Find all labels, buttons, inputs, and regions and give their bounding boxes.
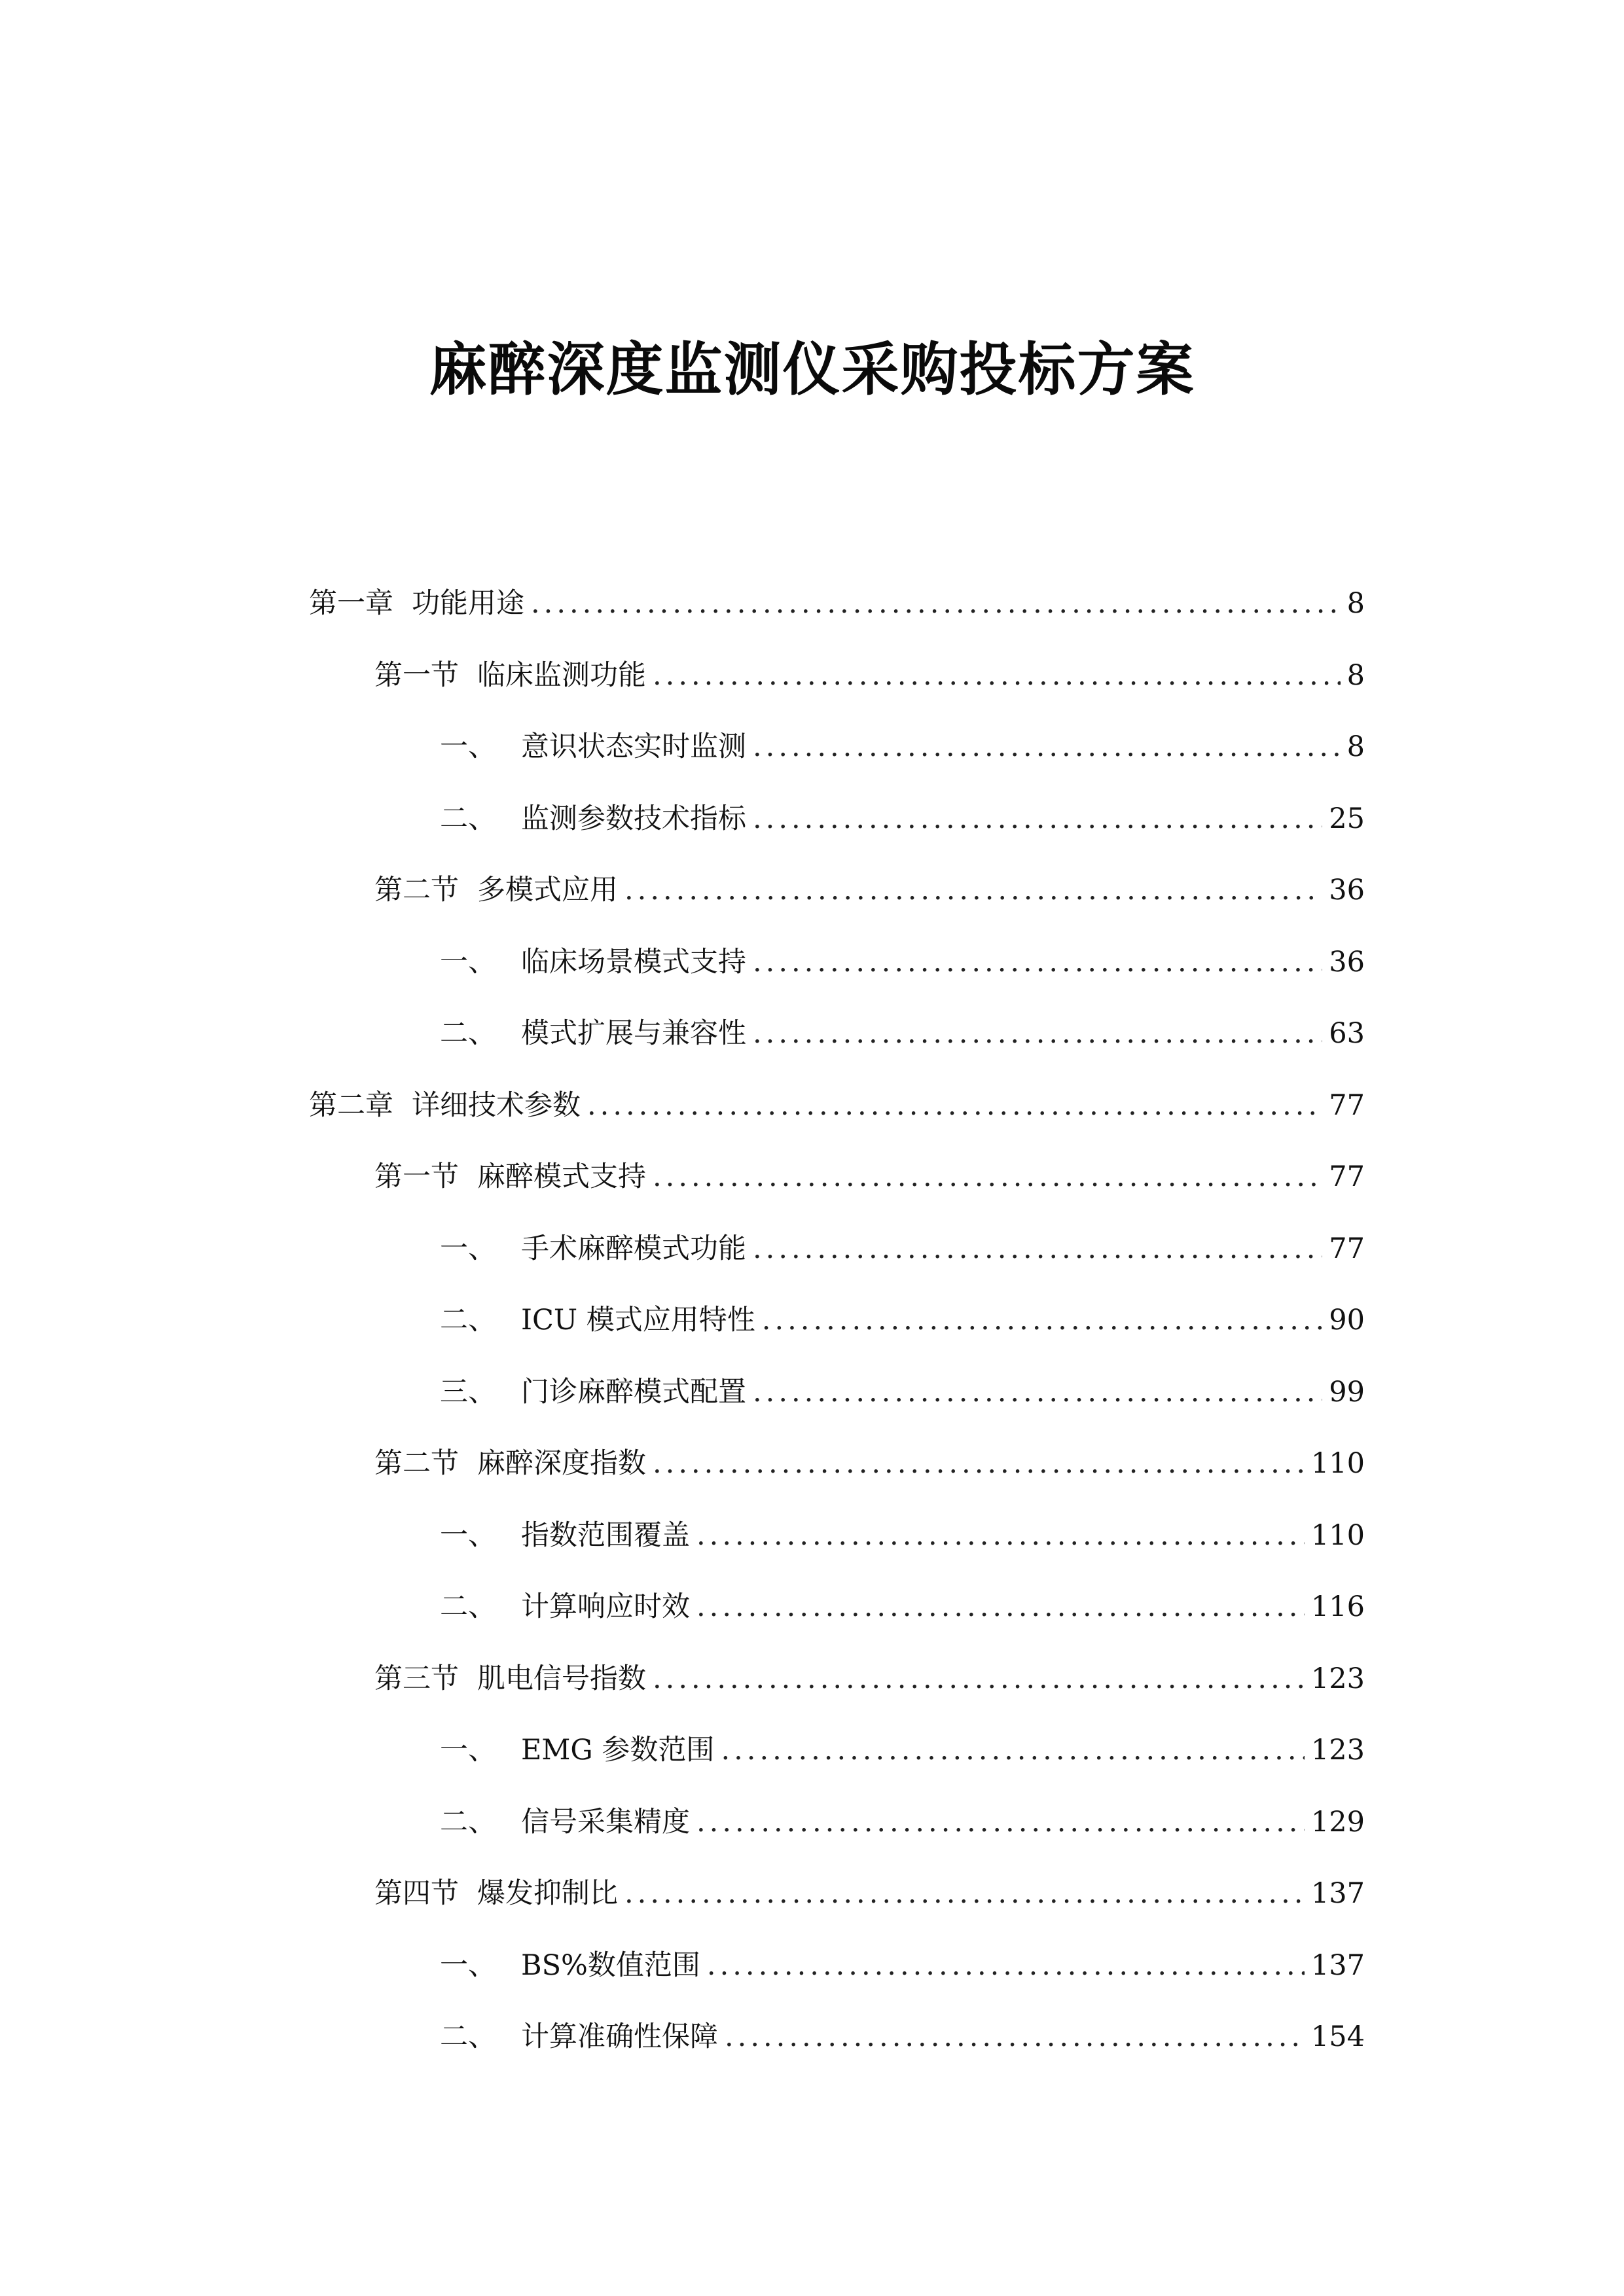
- toc-entry[interactable]: [0, 1213, 1624, 1285]
- toc-entry-number: 一、: [440, 1948, 496, 1982]
- toc-dot-leader: [696, 1787, 1305, 1859]
- toc-dot-leader: [753, 1357, 1322, 1429]
- toc-entry-title: 门诊麻醉模式配置: [521, 1375, 746, 1408]
- toc-entry-number: 二、: [440, 802, 496, 835]
- toc-page-number: 154: [1310, 2020, 1365, 2053]
- toc-entry[interactable]: [0, 1571, 1624, 1643]
- toc-entry-number: 第四节: [374, 1877, 459, 1910]
- toc-entry-title: 多模式应用: [477, 874, 618, 906]
- toc-entry-number: 二、: [440, 2020, 496, 2053]
- toc-entry[interactable]: [0, 1428, 1624, 1500]
- toc-entry-number: 第二节: [374, 874, 459, 906]
- toc-entry-number: 第一节: [374, 658, 459, 692]
- toc-entry-number: 一、: [440, 730, 496, 763]
- toc-page-number: 8: [1346, 730, 1365, 763]
- toc-entry-title: 手术麻醉模式功能: [521, 1232, 746, 1265]
- toc-dot-leader: [707, 1930, 1305, 2002]
- toc-entry-title: 麻醉模式支持: [477, 1160, 646, 1193]
- toc-page-number: 110: [1310, 1447, 1365, 1480]
- toc-entry-title: 临床场景模式支持: [521, 945, 746, 978]
- toc-entry-title: 模式扩展与兼容性: [521, 1017, 746, 1050]
- toc-entry[interactable]: [0, 783, 1624, 855]
- toc-entry-title: 爆发抑制比: [477, 1877, 618, 1910]
- toc-dot-leader: [696, 1500, 1305, 1572]
- toc-entry-title: 指数范围覆盖: [521, 1518, 690, 1552]
- toc-page-number: 36: [1329, 945, 1365, 978]
- toc-entry-number: 一、: [440, 1734, 496, 1767]
- toc-dot-leader: [753, 998, 1322, 1070]
- toc-entry-number: 三、: [440, 1375, 496, 1408]
- toc-entry[interactable]: [0, 855, 1624, 927]
- toc-dot-leader: [725, 2001, 1305, 2073]
- toc-dot-leader: [753, 1213, 1322, 1285]
- toc-entry[interactable]: [0, 711, 1624, 783]
- toc-dot-leader: [624, 1858, 1305, 1930]
- toc-page-number: 99: [1329, 1375, 1365, 1408]
- toc-entry[interactable]: [0, 1715, 1624, 1787]
- toc-entry-number: 一、: [440, 945, 496, 978]
- toc-dot-leader: [653, 1428, 1305, 1500]
- toc-entry-number: 二、: [440, 1590, 496, 1623]
- toc-dot-leader: [721, 1715, 1304, 1787]
- toc-entry[interactable]: [0, 1141, 1624, 1213]
- toc-page-number: 25: [1329, 802, 1365, 835]
- toc-page-number: 137: [1310, 1948, 1365, 1982]
- document-title: 麻醉深度监测仪采购投标方案: [429, 336, 1195, 403]
- toc-entry-title: 计算响应时效: [521, 1590, 690, 1623]
- toc-entry-title: 功能用途: [412, 587, 524, 620]
- toc-entry-title: 意识状态实时监测: [521, 730, 746, 763]
- toc-dot-leader: [753, 783, 1322, 855]
- toc-entry-title: 麻醉深度指数: [477, 1447, 646, 1480]
- toc-entry-title: 监测参数技术指标: [521, 802, 746, 835]
- toc-dot-leader: [762, 1285, 1322, 1357]
- toc-entry-title: 计算准确性保障: [521, 2020, 718, 2053]
- toc-entry-number: 第一章: [309, 587, 393, 620]
- toc-entry[interactable]: [0, 1500, 1624, 1572]
- toc-entry-title: 信号采集精度: [521, 1805, 690, 1839]
- toc-entry[interactable]: [0, 2001, 1624, 2073]
- toc-page-number: 129: [1310, 1805, 1365, 1839]
- toc-entry[interactable]: [0, 1643, 1624, 1715]
- toc-page-number: 77: [1329, 1160, 1365, 1193]
- toc-page-number: 123: [1310, 1734, 1365, 1767]
- toc-entry-title: 详细技术参数: [412, 1088, 581, 1122]
- toc-entry-number: 一、: [440, 1518, 496, 1552]
- toc-entry-number: 第二章: [309, 1088, 393, 1122]
- toc-entry[interactable]: [0, 640, 1624, 712]
- toc-page-number: 137: [1310, 1877, 1365, 1910]
- toc-entry[interactable]: [0, 1070, 1624, 1142]
- toc-page-number: 36: [1329, 874, 1365, 906]
- toc-page-number: 8: [1346, 658, 1365, 692]
- toc-page-number: 116: [1310, 1590, 1365, 1623]
- toc-dot-leader: [696, 1571, 1305, 1643]
- toc-dot-leader: [624, 855, 1322, 927]
- toc-entry[interactable]: [0, 568, 1624, 640]
- table-of-contents: [0, 568, 1624, 2073]
- toc-dot-leader: [753, 927, 1322, 999]
- toc-dot-leader: [753, 711, 1341, 783]
- toc-entry-number: 第二节: [374, 1447, 459, 1480]
- toc-dot-leader: [531, 568, 1341, 640]
- toc-page-number: 8: [1346, 587, 1365, 620]
- toc-entry-number: 第三节: [374, 1662, 459, 1695]
- toc-page-number: 110: [1310, 1518, 1365, 1552]
- toc-dot-leader: [587, 1070, 1322, 1142]
- toc-entry[interactable]: [0, 1357, 1624, 1429]
- toc-entry[interactable]: [0, 1858, 1624, 1930]
- toc-entry-number: 二、: [440, 1017, 496, 1050]
- toc-entry-number: 二、: [440, 1805, 496, 1839]
- toc-entry-title: 临床监测功能: [477, 658, 646, 692]
- toc-entry-title: ICU 模式应用特性: [521, 1304, 755, 1336]
- toc-entry[interactable]: [0, 1285, 1624, 1357]
- toc-page-number: 63: [1329, 1017, 1365, 1050]
- toc-entry[interactable]: [0, 998, 1624, 1070]
- toc-page-number: 90: [1329, 1304, 1365, 1336]
- toc-entry[interactable]: [0, 927, 1624, 999]
- toc-page-number: 123: [1310, 1662, 1365, 1695]
- toc-page-number: 77: [1329, 1088, 1365, 1122]
- toc-entry-number: 第一节: [374, 1160, 459, 1193]
- toc-page-number: 77: [1329, 1232, 1365, 1265]
- toc-dot-leader: [653, 1141, 1322, 1213]
- toc-entry-number: 一、: [440, 1232, 496, 1265]
- toc-dot-leader: [653, 1643, 1305, 1715]
- toc-entry-title: EMG 参数范围: [521, 1734, 715, 1767]
- toc-entry-number: 二、: [440, 1304, 496, 1336]
- toc-entry-title: 肌电信号指数: [477, 1662, 646, 1695]
- toc-entry[interactable]: [0, 1787, 1624, 1859]
- toc-dot-leader: [653, 640, 1341, 712]
- toc-entry-title: BS%数值范围: [521, 1948, 700, 1982]
- toc-entry[interactable]: [0, 1930, 1624, 2002]
